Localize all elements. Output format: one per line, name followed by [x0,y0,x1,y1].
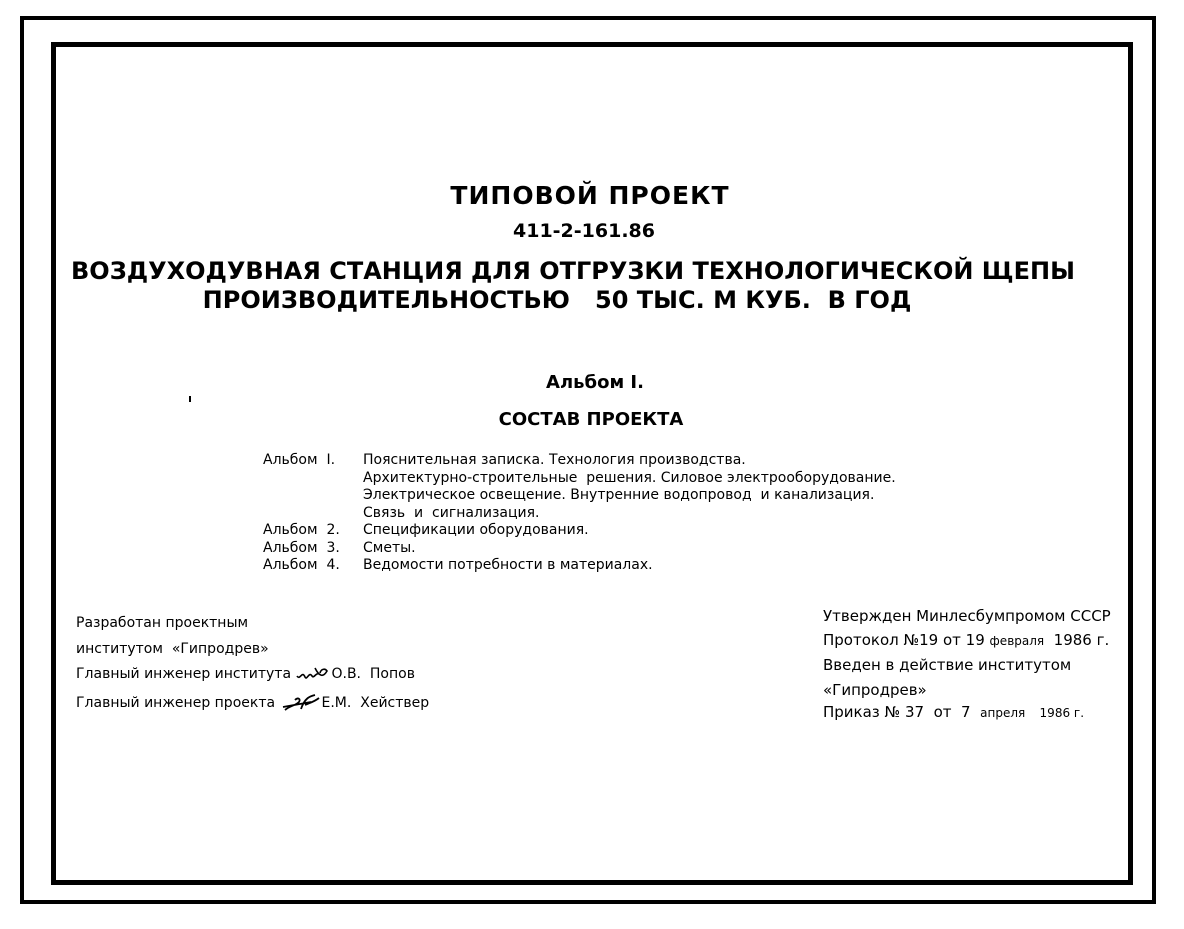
contents-list [263,452,896,575]
protocol-year: 1986 г. [1053,631,1110,649]
signature-heistver [281,693,321,713]
stray-mark [189,396,191,402]
chief-engineer-institute-label: Главный инженер института [76,666,292,682]
contents-text: Архитектурно-строительные решения. Силовое электрооборудование. [363,469,896,486]
contents-text: Сметы. [363,539,416,556]
contents-label: Альбом 4. [263,557,340,573]
chief-engineer-project-label: Главный инженер проекта [76,695,276,711]
contents-text: Связь и сигнализация. [363,504,540,521]
contents-row [263,522,896,540]
contents-row [263,452,896,470]
contents-label: Альбом 3. [263,539,340,556]
approval-line4: «Гипродрев» [823,681,927,699]
contents-text: Электрическое освещение. Внутренние водопровод и канализация. [363,487,875,503]
approval-line3: Введен в действие институтом [823,656,1072,674]
project-name-line2: ПРОИЗВОДИТЕЛЬНОСТЬЮ 50 ТЫС. М КУБ. В ГОД [202,286,912,314]
protocol-month: февраля [989,634,1045,648]
contents-label [263,487,363,505]
approval-protocol [823,631,1109,649]
developer-line2: институтом «Гипродрев» [76,641,269,657]
chief-engineer-project [76,693,429,713]
order-label: Приказ № [823,703,901,721]
contents-row [263,470,896,488]
protocol-day: 19 [965,631,985,649]
contents-row [263,505,896,523]
contents-label [263,505,363,523]
contents-text: Ведомости потребности в материалах. [363,557,653,573]
protocol-label: Протокол № [823,631,920,649]
contents-label: Альбом I. [263,452,336,468]
order-number: 37 [904,703,925,721]
album-title: Альбом I. [546,372,644,393]
chief-engineer-project-name: Е.М. Хействер [321,695,430,711]
protocol-from: от [942,631,961,649]
contents-row [263,487,896,505]
protocol-number: 19 [919,631,939,649]
contents-label: Альбом 2. [263,522,340,538]
order-from: от [933,703,952,721]
project-type-title: ТИПОВОЙ ПРОЕКТ [450,181,730,210]
developer-line1: Разработан проектным [76,615,249,631]
order-year: 1986 г. [1039,706,1085,720]
chief-engineer-institute-name: О.В. Попов [331,666,415,682]
order-day: 7 [961,703,971,721]
project-number: 411-2-161.86 [513,220,655,242]
signature-popov [296,664,330,684]
chief-engineer-institute [76,664,415,684]
contents-label [263,470,363,488]
composition-title: СОСТАВ ПРОЕКТА [498,409,684,430]
project-name-line1: ВОЗДУХОДУВНАЯ СТАНЦИЯ ДЛЯ ОТГРУЗКИ ТЕХНОЛОГИЧЕСКОЙ ЩЕПЫ [71,257,1075,285]
order-month: апреля [980,706,1026,720]
contents-row [263,557,896,575]
approval-line1: Утвержден Минлесбумпромом СССР [823,607,1111,625]
contents-text: Пояснительная записка. Технология производства. [363,452,746,468]
contents-row [263,540,896,558]
approval-order [823,703,1084,721]
contents-text: Спецификации оборудования. [363,522,589,538]
